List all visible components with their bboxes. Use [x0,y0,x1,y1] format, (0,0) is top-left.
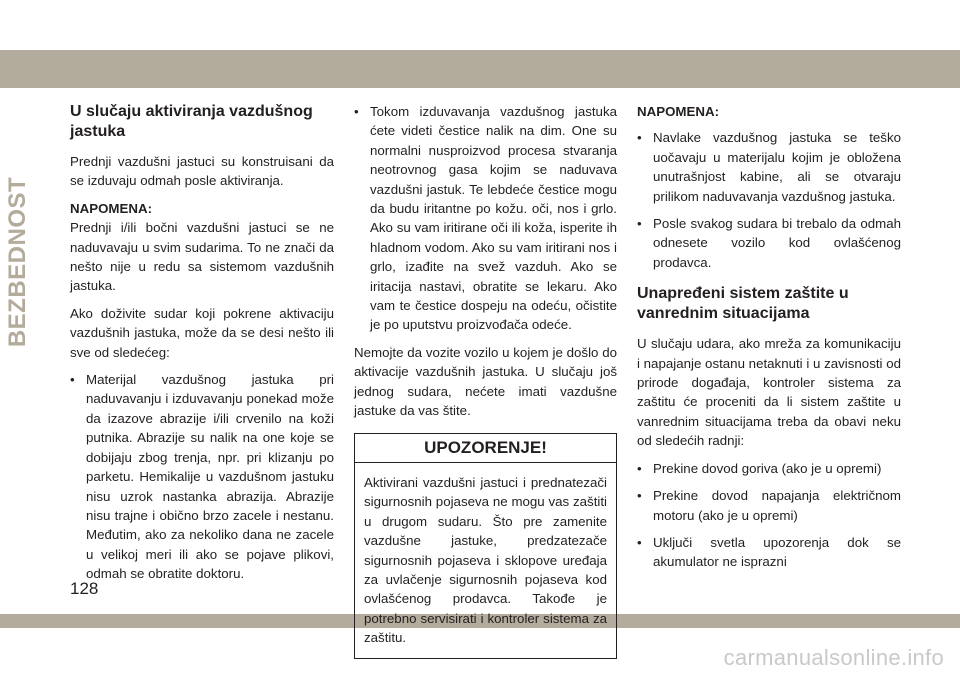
bullet-list [637,459,901,572]
bullet-item [637,533,901,572]
paragraph-enhanced-response: U slučaju udara, ako mreža za komunikaciju i napajanje ostanu netaknuti i u zavisnosti od prirode događaja, kontroler sistema za zaštitu će proceniti da li sistem zaštite u vanrednim situacijama treba da obavi neku od sledećih radnji: [637,336,901,449]
column-left [70,102,334,592]
bullet-icon: • [637,534,642,550]
bullet-text: Uključi svetla upozorenja dok se akumulator ne isprazni [653,534,901,570]
warning-text: Aktivirani vazdušni jastuci i prednatezači sigurnosnih pojaseva ne mogu vas zaštiti u drugom sudaru. Što pre zamenite vazdušne jastuke, predzatezače sigurnosnih pojaseva i sklopove uređaja za uvlačenje sigurnosnih pojaseva kod ovlašćenog prodavca. Takođe je potrebno servisirati i kontroler sistema za zaštitu. [364,474,607,646]
bullet-item [637,214,901,272]
warning-title: UPOZORENJE! [355,434,616,463]
bullet-icon: • [70,372,75,388]
bullet-item [637,486,901,525]
bullet-text: Navlake vazdušnog jastuka se teško uočavaju u materijalu kojim je obložena unutrašnjost kabine, ali se otvaraju prilikom naduvavanja vazdušnog jastuka. [653,130,901,204]
bullet-text: Prekine dovod napajanja električnom motoru (ako je u opremi) [653,488,901,523]
bullet-list [70,370,334,583]
page-number: 128 [70,579,99,598]
note-text: Prednji i/ili bočni vazdušni jastuci se ne naduvavaju u svim sudarima. To ne znači da nešto nije u redu sa sistemom vazdušnih jastuka. [70,220,334,294]
bullet-icon: • [354,104,359,119]
note-label: NAPOMENA: [70,200,152,216]
section-heading-enhanced-response: Unapređeni sistem zaštite u vanrednim situacijama [637,285,849,323]
column-right [637,102,901,580]
bullet-icon: • [637,488,642,504]
bullet-icon: • [637,130,642,146]
bullet-item [637,459,901,478]
bullet-text: Tokom izduvavanja vazdušnog jastuka ćete videti čestice nalik na dim. One su normalni nusproizvod procesa stvaranja neotrovnog gasa kojim se naduvava vazdušni jastuk. Te lebdeće čestice mogu da budu iritantne po kožu. oči, nos i grlo. Ako su vam iritirane oči ili koža, isperite ih hladnom vodom. Ako su vam iritirani nos i grlo, izađite na svež vazduh. Ako se iritacija nastavi, obratite se lekaru. Ako vam te čestice dospeju na odeću, očistite je po uputstvu proizvođača odeće. [370,104,617,333]
column-middle [354,102,617,659]
bullet-text: Prekine dovod goriva (ako je u opremi) [653,460,882,476]
paragraph-do-not-drive: Nemojte da vozite vozilo u kojem je došlo do aktivacije vazdušnih jastuka. U slučaju još jednog sudara, nećete imati vazdušne jastuke da vas štite. [354,344,617,419]
watermark: carmanualsonline.info [723,645,944,670]
bullet-icon: • [637,460,642,476]
paragraph-consequences: Ako doživite sudar koji pokrene aktivaciju vazdušnih jastuka, može da se desi nešto ili sve od sledećeg: [70,305,334,360]
bullet-icon: • [637,216,642,232]
warning-box [354,433,617,659]
paragraph-intro: Prednji vazdušni jastuci su konstruisani da se izduvaju odmah posle aktiviranja. [70,154,334,189]
bullet-text: Materijal vazdušnog jastuka pri naduvavanju i izduvavanju ponekad može da izazove abrazije i/ili crvenilo na koži putnika. Abrazije su nalik na one koje se dobijaju zbog trenja, npr. pri klizanju po parketu. Hemikalije u vazdušnom jastuku nisu uzrok nastanka abrazija. Abrazije nisu trajne i obično brzo zacele i nestanu. Međutim, ako za nekoliko dana ne zacele u velikoj meri ili ako se pojave plikovi, odmah se obratite doktoru. [86,372,334,582]
note-bullet-list [637,128,901,272]
bullet-item [637,128,901,206]
section-heading-airbag-deployment: U slučaju aktiviranja vazdušnog jastuka [70,103,313,140]
bullet-text: Posle svakog sudara bi trebalo da odmah odnesete vozilo kod ovlašćenog prodavca. [653,216,901,270]
bullet-item [354,102,617,335]
bullet-item [70,370,334,583]
header-band [0,50,960,88]
bullet-list [354,102,617,335]
section-side-label-text: BEZBEDNOST [4,176,31,348]
note-label: NAPOMENA: [637,104,719,119]
